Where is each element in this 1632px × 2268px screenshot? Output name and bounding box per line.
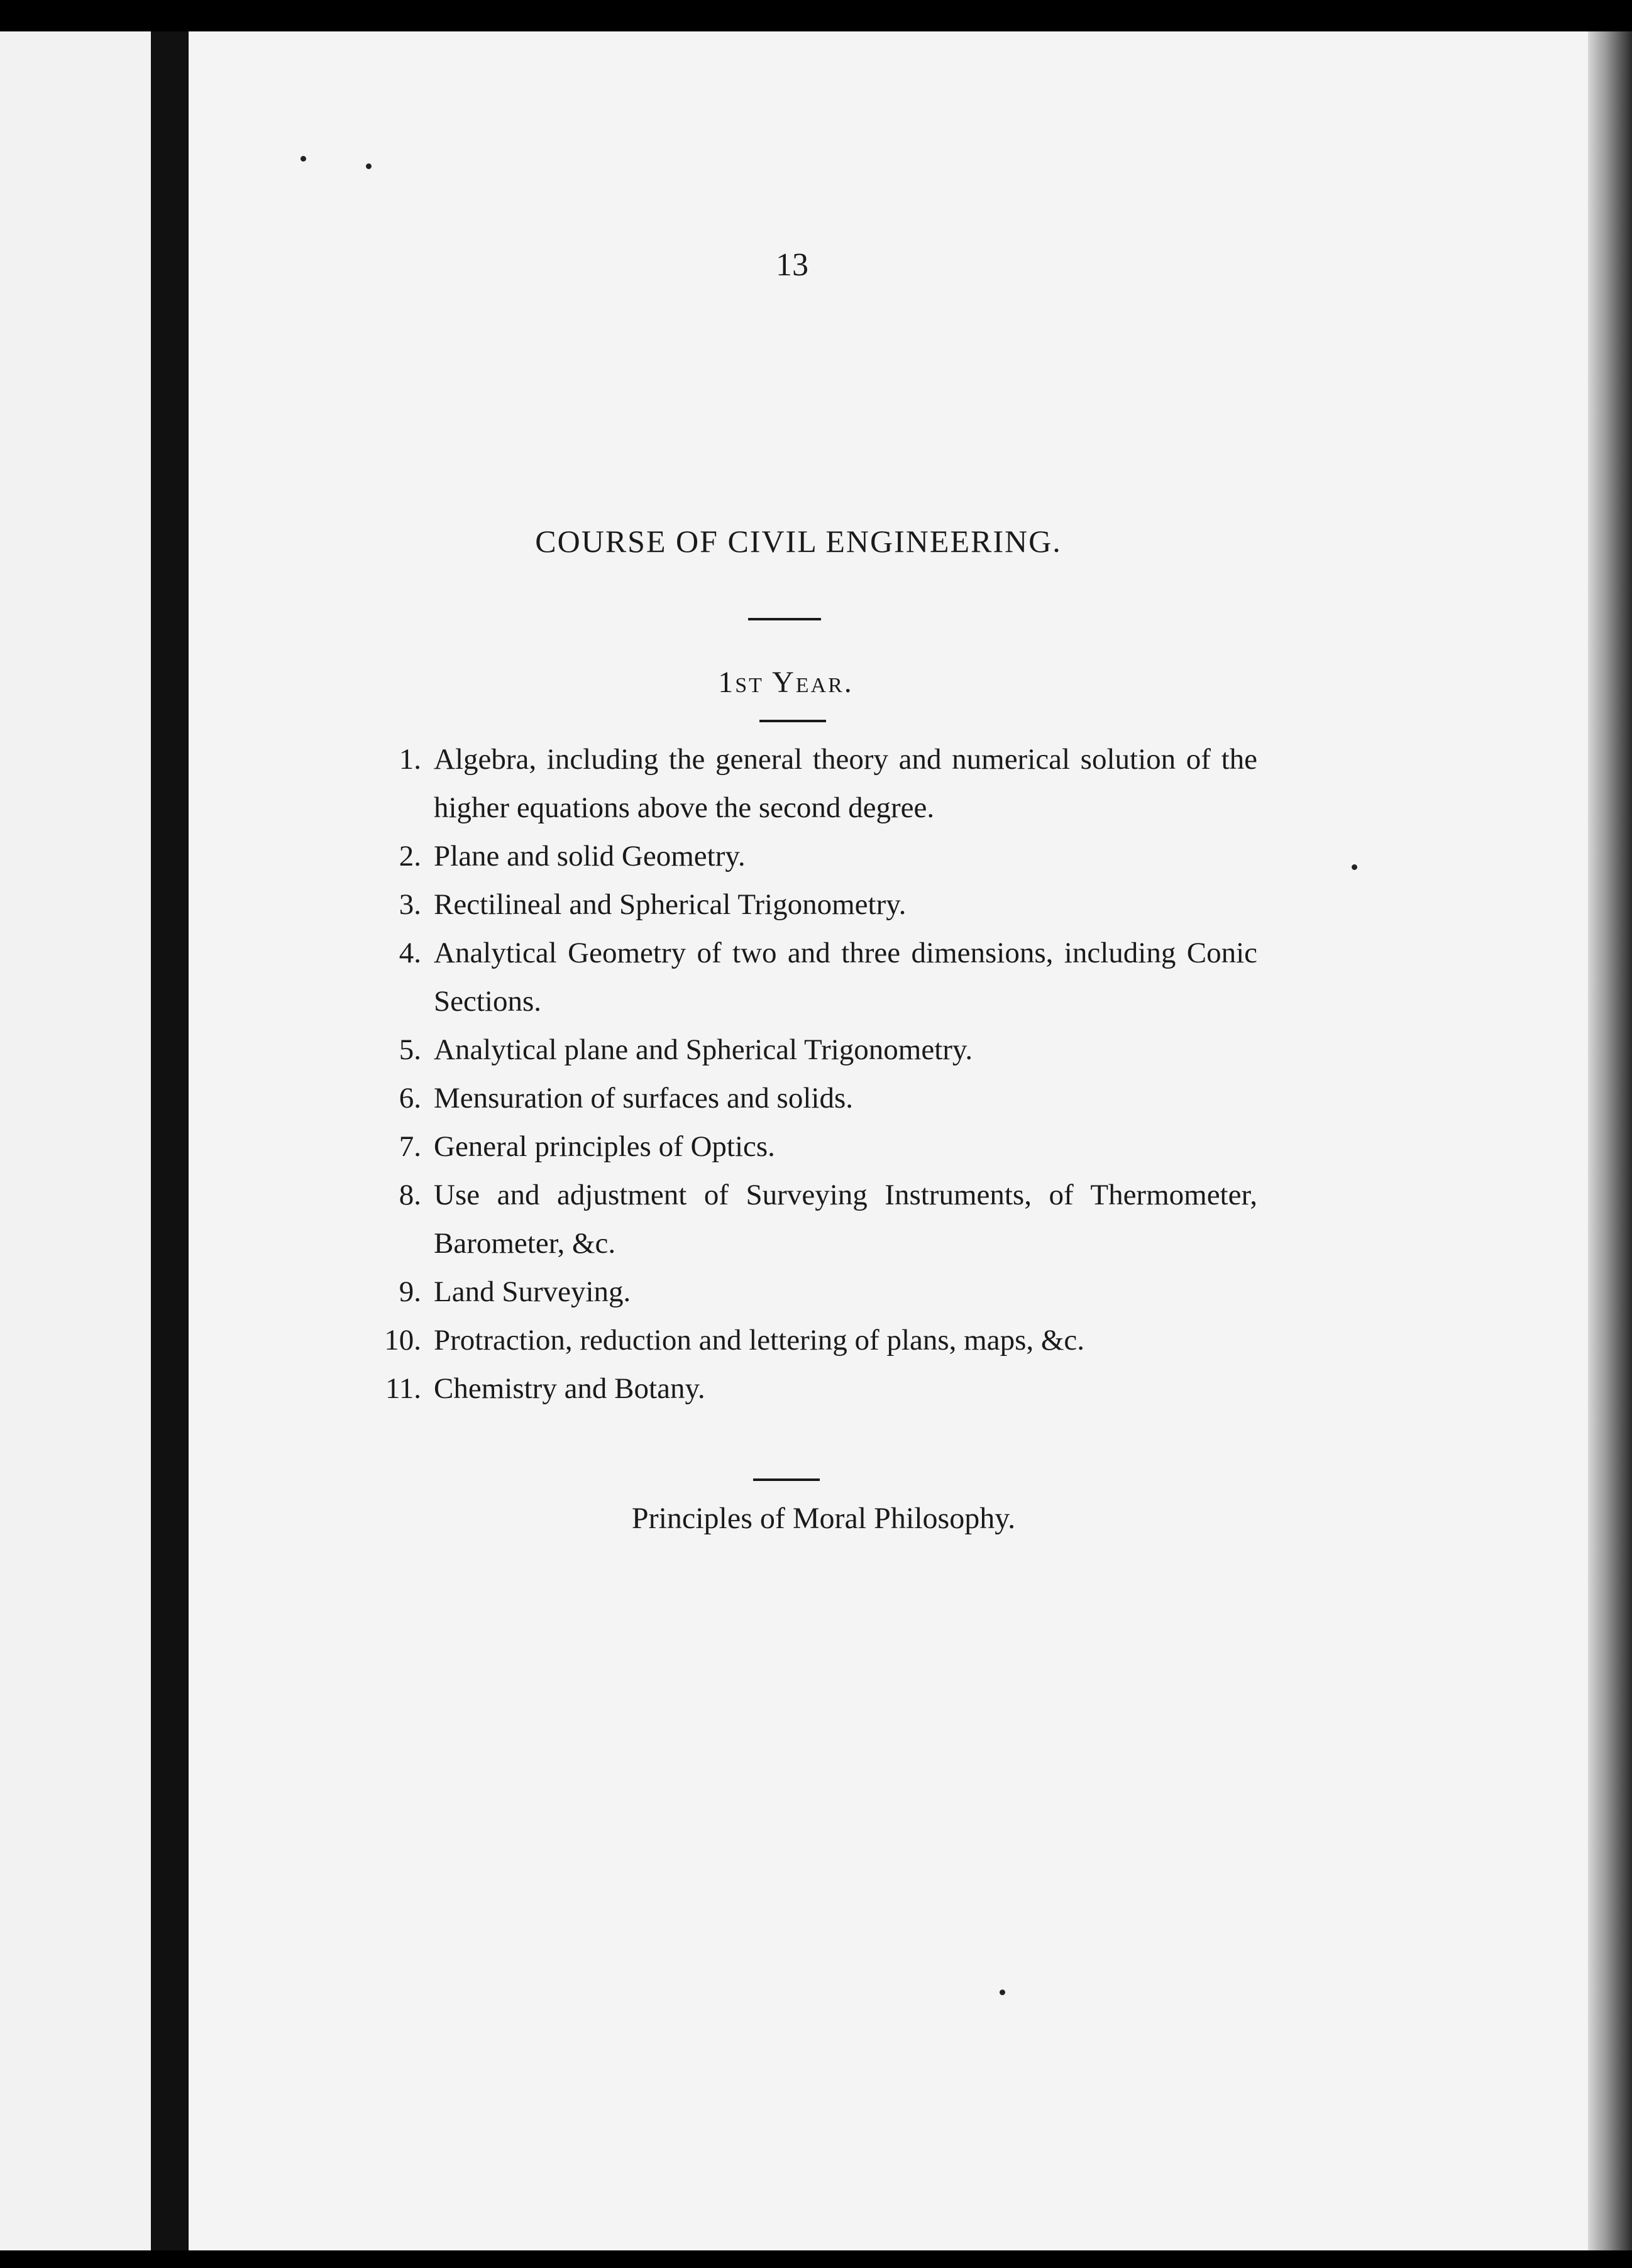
ink-speck xyxy=(366,163,372,169)
page-number: 13 xyxy=(776,247,808,283)
item-number: 11. xyxy=(385,1372,421,1405)
subtitle-rule xyxy=(759,720,826,722)
item-number: 6. xyxy=(399,1082,421,1115)
subject-list xyxy=(352,735,1257,1413)
list-item xyxy=(352,1123,1257,1171)
item-text: Protraction, reduction and lettering of plans, maps, &c. xyxy=(434,1324,1085,1357)
list-item xyxy=(352,1268,1257,1316)
item-text: Use and adjustment of Surveying Instruments, of Thermometer, Barometer, &c. xyxy=(434,1179,1257,1260)
year-heading: 1st Year. xyxy=(718,666,854,699)
list-item xyxy=(352,1171,1257,1268)
list-item xyxy=(352,832,1257,881)
list-item xyxy=(352,929,1257,1026)
item-text: Land Surveying. xyxy=(434,1275,631,1308)
item-number: 1. xyxy=(399,743,421,776)
list-item xyxy=(352,1026,1257,1074)
footer-note: Principles of Moral Philosophy. xyxy=(631,1502,1016,1535)
item-number: 5. xyxy=(399,1033,421,1066)
item-number: 2. xyxy=(399,840,421,873)
footer-rule xyxy=(753,1478,820,1481)
title-rule xyxy=(748,618,821,620)
item-text: General principles of Optics. xyxy=(434,1130,775,1163)
list-item xyxy=(352,735,1257,832)
ink-speck xyxy=(1000,1990,1005,1995)
item-number: 4. xyxy=(399,937,421,969)
ink-speck xyxy=(1352,864,1357,870)
book-spine xyxy=(151,31,189,2250)
list-item xyxy=(352,881,1257,929)
item-number: 7. xyxy=(399,1130,421,1163)
item-text: Mensuration of surfaces and solids. xyxy=(434,1082,853,1115)
item-text: Chemistry and Botany. xyxy=(434,1372,705,1405)
item-number: 9. xyxy=(399,1275,421,1308)
item-text: Analytical Geometry of two and three dimensions, including Conic Sections. xyxy=(434,937,1257,1018)
list-item xyxy=(352,1074,1257,1123)
item-number: 8. xyxy=(399,1179,421,1211)
ink-speck xyxy=(300,156,306,162)
page-edge xyxy=(1588,31,1632,2250)
list-item xyxy=(352,1365,1257,1413)
item-text: Rectilineal and Spherical Trigonometry. xyxy=(434,888,907,921)
item-text: Plane and solid Geometry. xyxy=(434,840,746,873)
item-number: 10. xyxy=(384,1324,421,1357)
item-text: Analytical plane and Spherical Trigonometry. xyxy=(434,1033,973,1066)
facing-page xyxy=(0,31,151,2250)
item-number: 3. xyxy=(399,888,421,921)
item-text: Algebra, including the general theory and numerical solution of the higher equations above the second degree. xyxy=(434,743,1257,824)
page-title: COURSE OF CIVIL ENGINEERING. xyxy=(535,524,1062,559)
list-item xyxy=(352,1316,1257,1365)
